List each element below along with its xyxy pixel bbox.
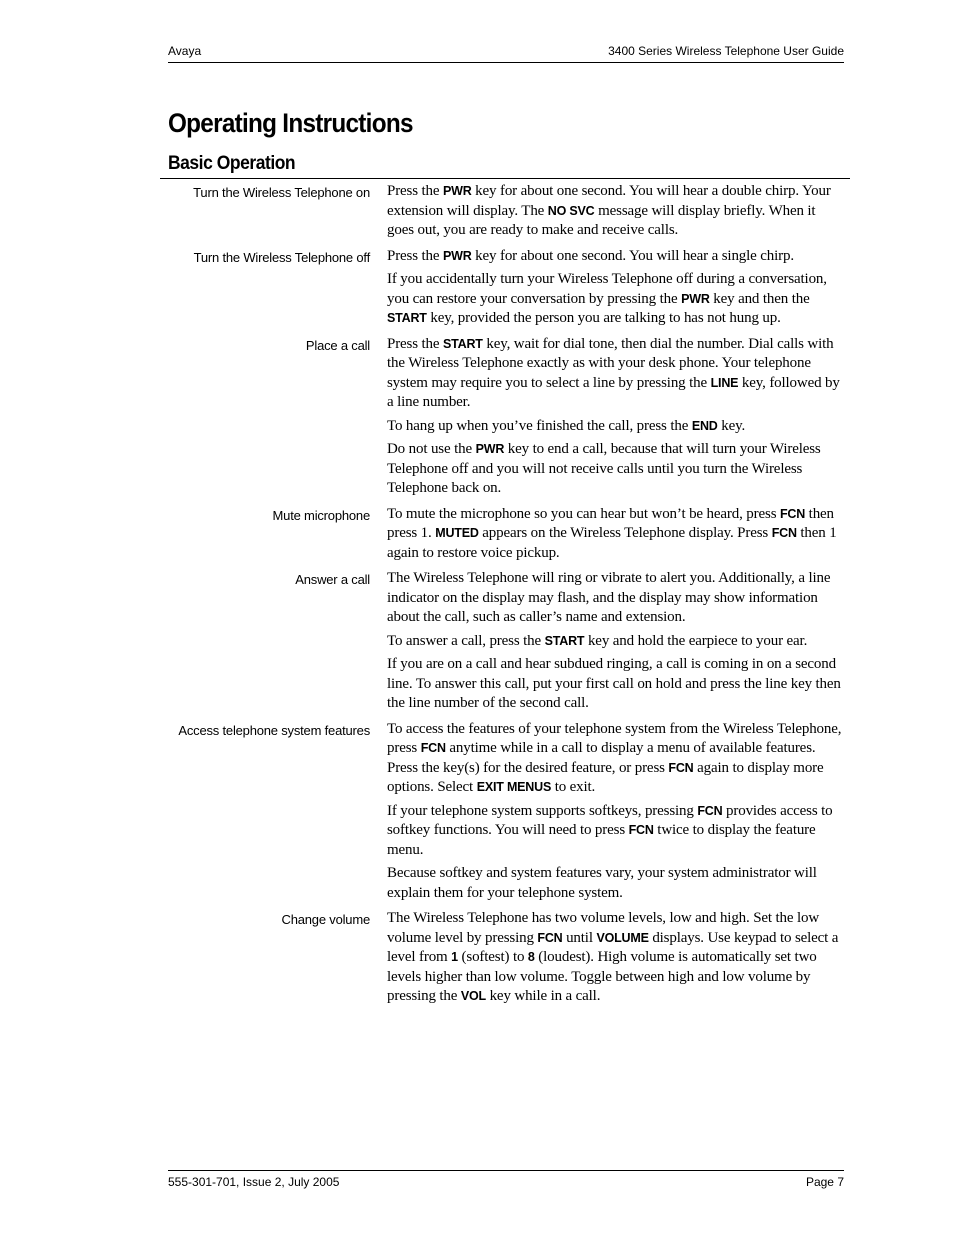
key-name: PWR xyxy=(443,248,472,263)
text-run: To answer a call, press the xyxy=(387,632,545,649)
key-name: FCN xyxy=(537,930,563,945)
key-name: PWR xyxy=(443,184,472,198)
text-run: If you are on a call and hear subdued ringing, a call is coming in on a second line. To answer this call, put your first call on hold and press the line key then the line number of the second call. xyxy=(387,656,841,711)
key-name: VOLUME xyxy=(596,930,649,945)
header-doc-title: 3400 Series Wireless Telephone User Guide xyxy=(608,44,844,58)
text-run: To mute the microphone so you can hear but won’t be heard, press xyxy=(387,505,780,522)
instruction-body xyxy=(387,245,842,333)
text-run: displays. Use keypad to select a level from xyxy=(387,929,839,965)
instruction-paragraph xyxy=(387,440,842,499)
instruction-paragraph xyxy=(387,335,842,413)
instruction-row xyxy=(160,503,850,568)
page-title: Operating Instructions xyxy=(168,108,413,138)
text-run: key and hold the earpiece to your ear. xyxy=(584,632,808,649)
instruction-row xyxy=(160,180,850,245)
text-run: Press the xyxy=(387,183,443,199)
text-run: The Wireless Telephone has two volume levels, low and high. Set the low volume level by pressing xyxy=(387,910,820,946)
instruction-paragraph xyxy=(387,909,842,1007)
key-name: END xyxy=(691,418,718,433)
instruction-row xyxy=(160,907,850,1011)
key-name: MUTED xyxy=(435,526,479,540)
text-run: Because softkey and system features vary, your system administrator will explain them for your telephone system. xyxy=(387,865,817,901)
instruction-row xyxy=(160,718,850,908)
footer-doc-number: 555-301-701, Issue 2, July 2005 xyxy=(168,1175,340,1189)
instruction-paragraph xyxy=(387,417,842,437)
text-run: Press the xyxy=(387,335,443,352)
text-run: key, followed by a line number. xyxy=(387,374,840,410)
key-name: PWR xyxy=(681,291,710,306)
text-run: key, wait for dial tone, then dial the number. Dial calls with the Wireless Telephone exactly as with your desk phone. Your telephone system may require you to select a line by pressing the xyxy=(387,335,834,391)
text-run: key to end a call, because that will turn your Wireless Telephone off and you will not receive calls until you turn the Wireless Telephone back on. xyxy=(387,441,821,496)
key-name: START xyxy=(443,336,483,351)
section-heading: Basic Operation xyxy=(168,153,296,174)
instruction-label: Turn the Wireless Telephone on xyxy=(193,185,370,200)
instruction-body xyxy=(387,718,842,908)
text-run: then press 1. xyxy=(387,505,834,541)
text-run: key and then the xyxy=(709,290,810,307)
text-run: key. xyxy=(717,417,746,434)
instruction-label: Access telephone system features xyxy=(178,722,370,738)
header-company: Avaya xyxy=(168,44,202,58)
instruction-body xyxy=(387,907,842,1011)
text-run: If your telephone system supports softkeys, pressing xyxy=(387,802,698,819)
key-name: VOL xyxy=(460,989,486,1003)
instruction-paragraph xyxy=(387,569,842,628)
instruction-label: Change volume xyxy=(281,912,370,927)
page-header xyxy=(168,42,844,63)
instruction-row xyxy=(160,245,850,333)
key-name: FCN xyxy=(697,803,723,818)
text-run: key for about one second. You will hear a single chirp. xyxy=(471,247,794,264)
instruction-body xyxy=(387,567,842,718)
key-name: PWR xyxy=(475,442,505,456)
text-run: To access the features of your telephone system from the Wireless Telephone, press xyxy=(387,720,842,756)
key-name: EXIT MENUS xyxy=(476,780,552,794)
instruction-row xyxy=(160,333,850,503)
text-run: Press the xyxy=(387,247,443,264)
instruction-paragraph xyxy=(387,182,842,241)
text-run: anytime while in a call to display a menu of available features. Press the key(s) for the desired feature, or press xyxy=(387,740,816,776)
key-name: FCN xyxy=(668,760,694,775)
instruction-paragraph xyxy=(387,247,842,267)
text-run: key for about one second. You will hear a double chirp. Your extension will display. The xyxy=(387,183,831,219)
text-run: then 1 again to restore voice pickup. xyxy=(387,525,837,561)
key-name: NO SVC xyxy=(547,203,595,218)
text-run: The Wireless Telephone will ring or vibrate to alert you. Additionally, a line indicator on the display may flash, and the display may show information about the call, such as caller’s name and extension. xyxy=(387,570,831,625)
text-run: message will display briefly. When it goes out, you are ready to make and receive calls. xyxy=(387,202,816,238)
instruction-paragraph xyxy=(387,632,842,652)
text-run: again to display more options. Select xyxy=(387,759,824,795)
footer-page-number: Page 7 xyxy=(805,1175,844,1189)
instruction-label: Place a call xyxy=(305,337,370,353)
instruction-row xyxy=(160,567,850,718)
key-name: FCN xyxy=(779,506,806,521)
key-name: 8 xyxy=(527,950,535,964)
text-run: Do not use the xyxy=(387,441,476,457)
instruction-paragraph xyxy=(387,864,842,903)
instruction-paragraph xyxy=(387,505,842,564)
text-run: provides access to softkey functions. You will need to press xyxy=(387,802,833,838)
text-run: key while in a call. xyxy=(485,988,601,1004)
text-run: To hang up when you’ve finished the call, press the xyxy=(387,417,692,434)
text-run: until xyxy=(562,929,597,946)
instruction-label: Answer a call xyxy=(295,572,370,587)
section-rule xyxy=(160,178,850,179)
text-run: to exit. xyxy=(551,779,596,795)
instruction-body xyxy=(387,333,842,503)
instruction-label: Turn the Wireless Telephone off xyxy=(193,249,370,265)
instruction-body xyxy=(387,503,842,568)
key-name: START xyxy=(387,311,427,325)
page-footer xyxy=(168,1170,844,1191)
key-name: START xyxy=(544,633,585,648)
text-run: (softest) to xyxy=(457,949,528,965)
text-run: key, provided the person you are talking to has not hung up. xyxy=(426,310,781,326)
text-run: (loudest). High volume is automatically set two levels higher than low volume. Toggle between high and low volume by pressing the xyxy=(387,949,817,1004)
key-name: LINE xyxy=(710,375,739,390)
key-name: FCN xyxy=(420,741,446,755)
instruction-paragraph xyxy=(387,655,842,714)
instruction-paragraph xyxy=(387,802,842,861)
instruction-label: Mute microphone xyxy=(272,507,370,523)
instruction-paragraph xyxy=(387,720,842,798)
key-name: FCN xyxy=(771,526,797,540)
text-run: twice to display the feature menu. xyxy=(387,822,816,858)
key-name: FCN xyxy=(628,823,654,837)
text-run: appears on the Wireless Telephone display. Press xyxy=(478,525,772,541)
instructions-table xyxy=(160,180,850,1011)
key-name: 1 xyxy=(451,950,458,964)
text-run: If you accidentally turn your Wireless Telephone off during a conversation, you can restore your conversation by pressing the xyxy=(387,271,827,307)
instruction-paragraph xyxy=(387,270,842,329)
instruction-body xyxy=(387,180,842,245)
